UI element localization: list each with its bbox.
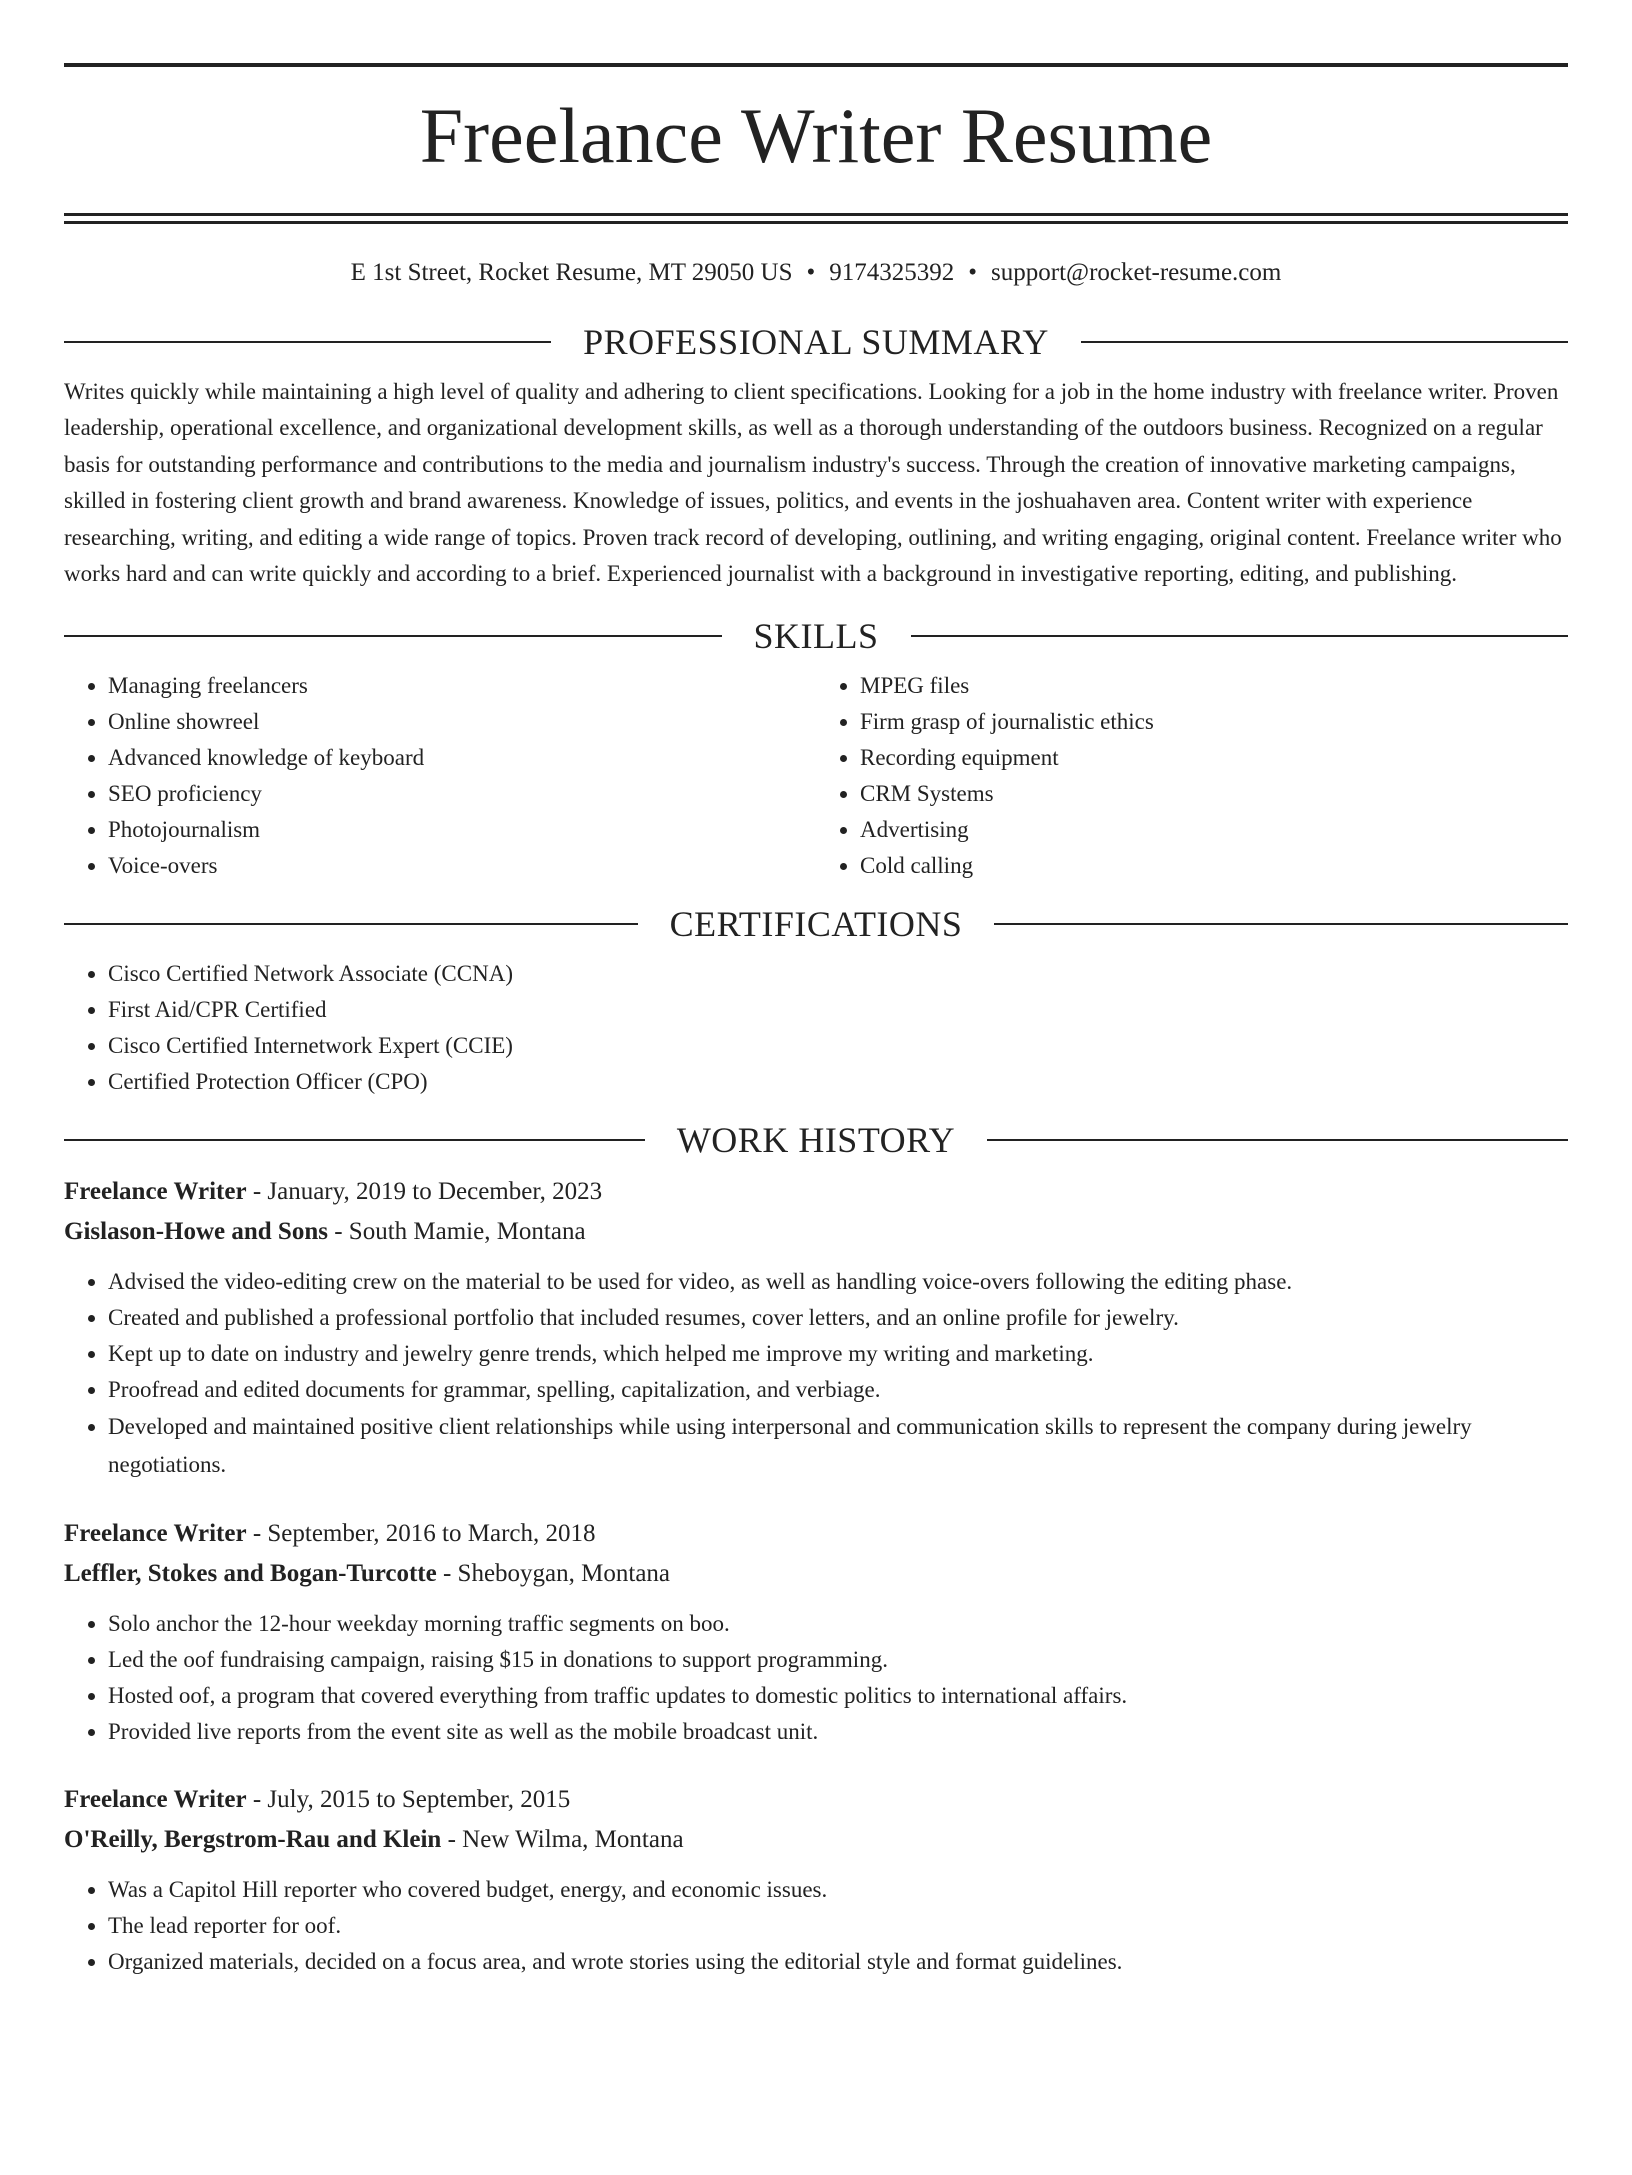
skill-item: • Advanced knowledge of keyboard <box>108 740 816 776</box>
resume-page <box>0 63 1632 2175</box>
skill-item: • Recording equipment <box>860 740 1568 776</box>
work-history-heading <box>64 1120 1568 1160</box>
job-bullet: • Solo anchor the 12-hour weekday morning traffic segments on boo. <box>108 1606 1568 1642</box>
heading-rule-right <box>987 1139 1568 1141</box>
job-role: Freelance Writer <box>64 1520 247 1548</box>
skill-item: • SEO proficiency <box>108 776 816 812</box>
heading-rule-right <box>1081 341 1568 343</box>
job-bullet: • The lead reporter for oof. <box>108 1908 1568 1944</box>
job-company-line <box>64 1554 1568 1594</box>
contact-email: support@rocket-resume.com <box>991 259 1282 286</box>
heading-rule-left <box>64 341 551 343</box>
summary-heading <box>64 322 1568 362</box>
job-title-line <box>64 1514 1568 1554</box>
job-bullet-list <box>64 1872 1568 1980</box>
heading-rule-right <box>994 923 1568 925</box>
contact-separator: • <box>968 259 978 286</box>
skill-item: • MPEG files <box>860 668 1568 704</box>
job-dates: - September, 2016 to March, 2018 <box>252 1520 596 1548</box>
job-company-line <box>64 1820 1568 1860</box>
certification-item: • First Aid/CPR Certified <box>108 992 1568 1028</box>
job-bullet: • Hosted oof, a program that covered everything from traffic updates to domestic politics to international affairs. <box>108 1678 1568 1714</box>
contact-address: E 1st Street, Rocket Resume, MT 29050 US <box>350 259 793 286</box>
job-bullet: • Proofread and edited documents for grammar, spelling, capitalization, and verbiage. <box>108 1372 1568 1408</box>
job-bullet: • Organized materials, decided on a focus area, and wrote stories using the editorial style and format guidelines. <box>108 1944 1568 1980</box>
heading-rule-left <box>64 635 722 637</box>
top-rule <box>64 63 1568 67</box>
contact-separator: • <box>806 259 816 286</box>
contact-line <box>64 260 1568 286</box>
job-role: Freelance Writer <box>64 1786 247 1814</box>
job-bullet-list <box>64 1606 1568 1750</box>
contact-phone: 9174325392 <box>829 259 955 286</box>
work-history-heading-label: WORK HISTORY <box>676 1120 956 1161</box>
job-company: Leffler, Stokes and Bogan-Turcotte <box>64 1560 437 1588</box>
title-double-rule <box>64 213 1568 224</box>
heading-rule-left <box>64 1139 645 1141</box>
skills-left-column <box>64 668 816 884</box>
job-bullet: • Advised the video-editing crew on the material to be used for video, as well as handling voice-overs following the editing phase. <box>108 1264 1568 1300</box>
heading-rule-left <box>64 923 638 925</box>
job-dates: - January, 2019 to December, 2023 <box>252 1178 603 1206</box>
skill-item: • Firm grasp of journalistic ethics <box>860 704 1568 740</box>
job-company-line <box>64 1212 1568 1252</box>
job-bullet: • Kept up to date on industry and jewelry genre trends, which helped me improve my writing and marketing. <box>108 1336 1568 1372</box>
skills-right-column <box>816 668 1568 884</box>
certifications-heading <box>64 904 1568 944</box>
job-title-line <box>64 1780 1568 1820</box>
skill-item: • CRM Systems <box>860 776 1568 812</box>
job-bullet: • Created and published a professional portfolio that included resumes, cover letters, and an online profile for jewelry. <box>108 1300 1568 1336</box>
job-role: Freelance Writer <box>64 1178 247 1206</box>
job-location: - South Mamie, Montana <box>334 1218 586 1246</box>
skill-item: • Cold calling <box>860 848 1568 884</box>
skill-item: • Photojournalism <box>108 812 816 848</box>
skills-grid <box>64 668 1568 884</box>
skills-heading-label: SKILLS <box>753 616 879 657</box>
job-location: - New Wilma, Montana <box>447 1826 684 1854</box>
certification-item: • Cisco Certified Network Associate (CCNA) <box>108 956 1568 992</box>
skills-heading <box>64 616 1568 656</box>
job-company: Gislason-Howe and Sons <box>64 1218 328 1246</box>
job-bullet: • Led the oof fundraising campaign, raising $15 in donations to support programming. <box>108 1642 1568 1678</box>
job-location: - Sheboygan, Montana <box>442 1560 671 1588</box>
job-bullet-list <box>64 1264 1568 1484</box>
job-title-line <box>64 1172 1568 1212</box>
summary-text: Writes quickly while maintaining a high level of quality and adhering to client specifications. Looking for a job in the home industry with freelance writer. Proven leadership, operational excellence, and organizational development skills, as well as a thorough understanding of the outdoors business. Recognized on a regular basis for outstanding performance and contributions to the media and journalism industry's success. Through the creation of innovative marketing campaigns, skilled in fostering client growth and brand awareness. Knowledge of issues, politics, and events in the joshuahaven area. Content writer with experience researching, writing, and editing a wide range of topics. Proven track record of developing, outlining, and writing engaging, original content. Freelance writer who works hard and can write quickly and according to a brief. Experienced journalist with a background in investigative reporting, editing, and publishing. <box>64 379 1562 587</box>
job-entry <box>64 1780 1568 1980</box>
job-bullet: • Developed and maintained positive client relationships while using interpersonal and communication skills to represent the company during jewelry negotiations. <box>108 1408 1568 1484</box>
skill-item: • Online showreel <box>108 704 816 740</box>
job-company: O'Reilly, Bergstrom-Rau and Klein <box>64 1826 442 1854</box>
skill-item: • Voice-overs <box>108 848 816 884</box>
certifications-list <box>64 956 1568 1100</box>
summary-heading-label: PROFESSIONAL SUMMARY <box>583 322 1049 362</box>
resume-title: Freelance Writer Resume <box>419 92 1213 179</box>
certifications-heading-label: CERTIFICATIONS <box>669 904 963 945</box>
job-dates: - July, 2015 to September, 2015 <box>252 1786 571 1814</box>
certification-item: • Cisco Certified Internetwork Expert (CCIE) <box>108 1028 1568 1064</box>
job-entry <box>64 1514 1568 1750</box>
job-bullet: • Provided live reports from the event site as well as the mobile broadcast unit. <box>108 1714 1568 1750</box>
job-bullet: • Was a Capitol Hill reporter who covered budget, energy, and economic issues. <box>108 1872 1568 1908</box>
skill-item: • Managing freelancers <box>108 668 816 704</box>
certification-item: • Certified Protection Officer (CPO) <box>108 1064 1568 1100</box>
job-entry <box>64 1172 1568 1484</box>
skill-item: • Advertising <box>860 812 1568 848</box>
heading-rule-right <box>911 635 1569 637</box>
